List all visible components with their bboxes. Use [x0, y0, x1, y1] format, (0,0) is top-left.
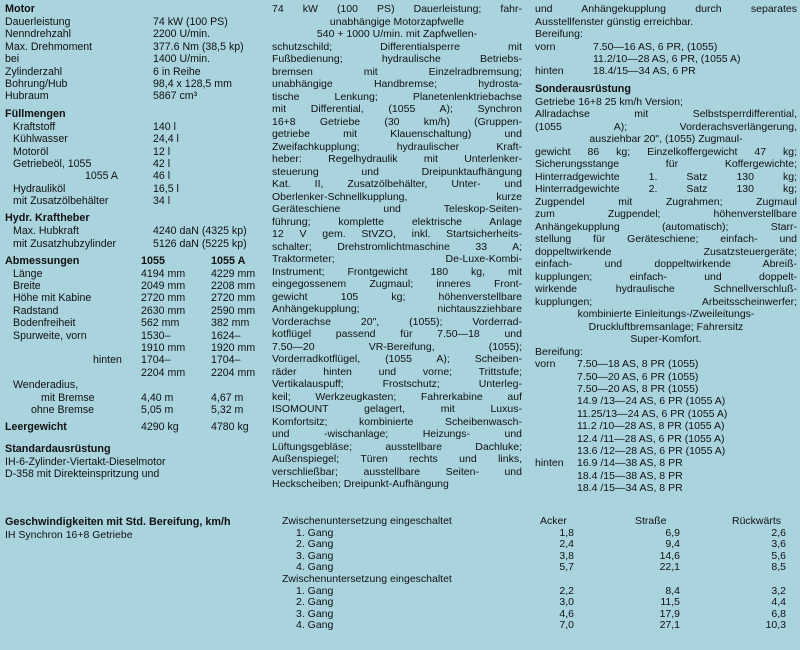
text-line: Instrument; Frontgewicht 180 kg, mit	[272, 265, 522, 278]
abmessungen-heading: Abmessungen	[5, 255, 80, 268]
text-line: Oberlenker-Schnellkupplung, kurze	[272, 190, 522, 203]
text-line: (1055 A); Vorderachsverlängerung,	[535, 120, 797, 133]
sonder-text	[535, 96, 797, 346]
text-line: Vorderachse 20", (1055); Vorderrad-	[272, 315, 522, 328]
text-line: führung; komplette elektrische Anlage	[272, 215, 522, 228]
spec-value: 2200 U/min.	[153, 28, 211, 41]
dimension-1055: 2720 mm	[141, 292, 186, 305]
leergewicht-label: Leergewicht	[5, 421, 67, 434]
text-line: schalter; Drehstromlichtmaschine 33 A;	[272, 240, 522, 253]
sonder-tyres-table	[535, 358, 797, 494]
spec-row	[5, 16, 265, 28]
text-line: unabhängige Handbremse; hydrosta-	[272, 78, 522, 90]
tyre-size: 16.9 /14—38 AS, 8 PR	[577, 457, 683, 470]
spec-row	[5, 66, 265, 78]
spec-value: 6 in Reihe	[153, 65, 201, 78]
dimension-1055a: 2204 mm	[211, 366, 256, 379]
tyre-row	[535, 433, 797, 445]
standard-end-text	[535, 3, 797, 28]
text-line: einfach- und doppeltwirkende Abreiß-	[535, 258, 797, 271]
dimension-1055a: 4,67 m	[211, 391, 244, 404]
gear-label: 1. Gang	[296, 584, 334, 597]
gear-label: 3. Gang	[296, 607, 334, 620]
gear-row	[282, 551, 797, 563]
dimension-label: mit Bremse	[41, 391, 95, 404]
spec-row	[5, 78, 265, 90]
dimension-1055a: 1624–	[211, 329, 241, 342]
spec-label: Hydrauliköl	[13, 182, 66, 195]
leergewicht-1055a: 4780 kg	[211, 421, 249, 434]
spec-label: Kraftstoff	[13, 120, 56, 133]
speed-title-block	[5, 516, 295, 542]
tyre-size: 13.6 /12—28 AS, 6 PR (1055 A)	[577, 444, 726, 457]
gear-label: 1. Gang	[296, 526, 334, 539]
dimension-row	[5, 330, 265, 342]
dimension-1055a: 1920 mm	[211, 341, 256, 354]
fuellmengen-heading: Füllmengen	[5, 107, 66, 120]
speed-header-row	[282, 516, 797, 528]
spec-row	[5, 238, 265, 250]
spec-value: 5126 daN (5225 kp)	[153, 237, 247, 250]
dimension-row	[5, 280, 265, 292]
spec-label: mit Zusatzhubzylinder	[13, 237, 117, 250]
dimension-1055: 2049 mm	[141, 280, 186, 293]
text-line: tische Lenkung; Planetenlenktriebachse	[272, 90, 522, 103]
abmessungen-col-1055a: 1055 A	[211, 255, 246, 268]
dimension-1055: 2204 mm	[141, 366, 186, 379]
tyre-position: hinten	[535, 65, 564, 78]
tyre-row	[535, 41, 797, 53]
spec-value: 140 l	[153, 120, 176, 133]
standard-text	[5, 456, 265, 481]
leergewicht-row	[5, 421, 265, 433]
spec-row	[5, 183, 265, 195]
spec-row	[5, 170, 265, 182]
text-line: gewicht 86 kg; Einzelkoffergewicht 47 kg;	[535, 145, 797, 158]
spec-label: Getriebeöl, 1055	[13, 157, 92, 170]
group1-label: Zwischenuntersetzung eingeschaltet	[282, 515, 452, 527]
speed-strasse: 27,1	[659, 619, 680, 632]
speed-acker: 4,6	[559, 607, 574, 620]
spec-value: 98,4 x 128,5 mm	[153, 77, 232, 90]
speed-table	[282, 516, 797, 632]
text-line: Lüftungsgebläse; ausstellbare Dachluke;	[272, 440, 522, 453]
spec-label: Kühlwasser	[13, 133, 68, 146]
speed-group-2	[282, 586, 797, 632]
speed-rueckwaerts: 2,6	[771, 526, 786, 539]
tyre-row	[535, 371, 797, 383]
bereifung-label: Bereifung:	[535, 28, 583, 40]
spec-value: 46 l	[153, 170, 171, 183]
text-line: Super-Komfort.	[630, 333, 702, 346]
spec-row	[5, 146, 265, 158]
column-middle	[272, 3, 522, 491]
gear-row	[282, 597, 797, 609]
speed-strasse: 9,4	[665, 538, 680, 551]
speed-heading: Geschwindigkeiten mit Std. Bereifung, km/h	[5, 516, 231, 528]
speed-rueckwaerts: 5,6	[771, 549, 786, 562]
gear-label: 4. Gang	[296, 619, 334, 632]
text-line: Anhängekupplung (automatisch); Starr-	[535, 220, 797, 233]
text-line: unabhängige Motorzapfwelle	[329, 15, 465, 28]
spec-row	[5, 41, 265, 53]
text-line: Vorderradkotflügel, (1055 A); Scheiben-	[272, 353, 522, 365]
dimension-row	[5, 342, 265, 354]
gear-label: 3. Gang	[296, 549, 334, 562]
spec-label: Dauerleistung	[5, 16, 71, 28]
spec-value: 12 l	[153, 145, 171, 158]
speed-acker: 2,2	[559, 584, 574, 597]
gear-row	[282, 586, 797, 598]
tyre-row	[535, 65, 797, 77]
tyre-row	[535, 445, 797, 457]
gear-row	[282, 528, 797, 540]
text-line: verschließbar; ausstellbare Seiten- und	[272, 465, 522, 478]
gear-row	[282, 539, 797, 551]
abmessungen-col-1055: 1055	[141, 255, 166, 268]
tyre-row	[535, 470, 797, 482]
tyre-size: 11.25/13—24 AS, 6 PR (1055 A)	[577, 407, 728, 420]
text-line: heber: Regelhydraulik mit Unterlenker-	[272, 153, 522, 165]
dimension-label: hinten	[93, 354, 122, 367]
dimension-1055a: 382 mm	[211, 317, 250, 330]
text-line: 16+8 Getriebe (30 km/h) (Gruppen-	[272, 115, 522, 128]
text-line: bremsen mit Einzelradbremsung;	[272, 65, 522, 78]
standard-continued-text	[272, 3, 522, 491]
speed-acker: 3,8	[559, 549, 574, 562]
tyre-size: 18.4/15—34 AS, 6 PR	[593, 65, 696, 78]
dimension-1055a: 4229 mm	[211, 267, 256, 280]
text-line: schutzschild; Differentialsperre mit	[272, 40, 522, 53]
text-line: Sicherungsstange für Koffergewichte;	[535, 158, 797, 171]
tyre-row	[535, 53, 797, 65]
tyre-size: 18.4 /15—38 AS, 8 PR	[577, 469, 683, 482]
text-line: doppeltwirkende Zusatzsteuergeräte;	[535, 245, 797, 258]
dimension-row	[5, 354, 265, 366]
tyre-size: 11.2/10—28 AS, 6 PR, (1055 A)	[593, 52, 741, 65]
text-line: ausziehbar 20", (1055) Zugmaul-	[589, 133, 743, 146]
spec-row	[5, 121, 265, 133]
text-line: Hinterradgewichte 1. Satz 130 kg;	[535, 170, 797, 183]
spec-row	[5, 195, 265, 207]
dimension-1055: 4,40 m	[141, 391, 174, 404]
tyre-position: vorn	[535, 40, 556, 53]
text-line: kotflügel passend für 7.50—18 und	[272, 328, 522, 340]
dimension-1055: 4194 mm	[141, 267, 186, 280]
standard-tyres-table	[535, 41, 797, 78]
spec-value: 5867 cm³	[153, 90, 198, 103]
dimension-label: Wenderadius,	[13, 379, 79, 392]
text-line: stellung für Geräteschiene; einfach- und	[535, 233, 797, 246]
text-line: IH-6-Zylinder-Viertakt-Dieselmotor	[5, 455, 166, 468]
tyre-row	[535, 358, 797, 370]
column-right	[535, 3, 797, 494]
abmessungen-table	[5, 268, 265, 417]
tyre-row	[535, 408, 797, 420]
text-line: mit Differential, (1055 A); Synchron	[272, 103, 522, 115]
spec-row	[5, 133, 265, 145]
group2-label-row	[282, 574, 797, 586]
text-line: und -wischanlage; Heizungs- und	[272, 428, 522, 440]
dimension-label: Breite	[13, 280, 41, 293]
speed-rueckwaerts: 3,6	[771, 538, 786, 551]
gear-label: 2. Gang	[296, 538, 334, 551]
speed-strasse: 17,9	[659, 607, 680, 620]
text-line: 74 kW (100 PS) Dauerleistung; fahr-	[272, 3, 522, 15]
speed-strasse: 14,6	[659, 549, 680, 562]
spec-row	[5, 28, 265, 40]
text-line: Allradachse mit Selbstsperrdifferential,	[535, 108, 797, 121]
gear-label: 4. Gang	[296, 561, 334, 574]
spec-label: Motoröl	[13, 145, 49, 158]
dimension-label: ohne Bremse	[31, 403, 95, 416]
text-line: Heckscheiben; Dreipunkt-Aufhängung	[272, 478, 449, 490]
text-line: Fußbedienung; hydraulische Betriebs-	[272, 53, 522, 65]
text-line: Traktormeter; De-Luxe-Kombi-	[272, 253, 522, 265]
abmessungen-header-row	[5, 255, 265, 267]
dimension-1055: 1704–	[141, 354, 171, 367]
text-line: 7.50—20 VR-Bereifung, (1055);	[272, 340, 522, 353]
spec-row	[5, 225, 265, 237]
spec-label: Nenndrehzahl	[5, 28, 71, 41]
dimension-1055a: 2208 mm	[211, 280, 256, 293]
dimension-row	[5, 317, 265, 329]
text-line: getriebe mit Klauenschaltung) und	[272, 128, 522, 140]
col-rueckwaerts: Rückwärts	[732, 515, 782, 527]
group2-label: Zwischenuntersetzung eingeschaltet	[282, 572, 452, 585]
dimension-1055a: 1704–	[211, 354, 241, 367]
text-line: 12 V gem. StVZO, inkl. Startsicherheits-	[272, 228, 522, 240]
tyre-row	[535, 482, 797, 494]
text-line: kombinierte Einleitungs-/Zweileitungs-	[577, 308, 755, 321]
tyre-size: 7.50—16 AS, 6 PR, (1055)	[593, 40, 718, 53]
dimension-1055: 5,05 m	[141, 403, 174, 416]
speed-rueckwaerts: 3,2	[771, 584, 786, 597]
sonder-heading: Sonderausrüstung	[535, 82, 631, 95]
text-line: Getriebe 16+8 25 km/h Version;	[535, 95, 683, 108]
text-line: Anhängekupplung; nichtauszziehbare	[272, 303, 522, 315]
text-line: Geräteschiene und Teleskop-Seiten-	[272, 203, 522, 215]
text-line: Vertikalauspuff; Frostschutz; Unterleg-	[272, 378, 522, 390]
dimension-row	[5, 392, 265, 404]
dimension-row	[5, 404, 265, 416]
spec-row	[5, 90, 265, 102]
dimension-label: Bodenfreiheit	[13, 317, 76, 330]
dimension-1055: 2630 mm	[141, 304, 186, 317]
dimension-1055a: 5,32 m	[211, 403, 244, 416]
speed-group-1	[282, 528, 797, 574]
kraftheber-heading: Hydr. Kraftheber	[5, 212, 90, 225]
speed-acker: 1,8	[559, 526, 574, 539]
gear-row	[282, 620, 797, 632]
speed-strasse: 11,5	[660, 596, 680, 609]
text-line: keil; Werkzeugkasten; Fahrerkabine auf	[272, 390, 522, 403]
text-line: räder hinten und vorne; Trittstufe;	[272, 365, 522, 378]
dimension-label: Radstand	[13, 304, 59, 317]
text-line: Zugpendel mit Zugrahmen; Zugmaul	[535, 195, 797, 208]
spec-value: 74 kW (100 PS)	[153, 16, 228, 28]
spec-label: mit Zusatzölbehälter	[13, 195, 109, 208]
spec-value: 34 l	[153, 195, 171, 208]
speed-subheading: IH Synchron 16+8 Getriebe	[5, 529, 133, 541]
tyre-size: 14.9 /13—24 AS, 6 PR (1055 A)	[577, 395, 726, 408]
sonder-bereifung-label: Bereifung:	[535, 345, 583, 358]
spec-value: 377.6 Nm (38,5 kp)	[153, 40, 244, 53]
dimension-1055: 1910 mm	[141, 341, 186, 354]
text-line: Kat. II, Zusatzölbehälter, Unter- und	[272, 178, 522, 190]
spec-label: Hubraum	[5, 90, 49, 103]
spec-row	[5, 158, 265, 170]
dimension-row	[5, 367, 265, 379]
kraftheber-table	[5, 225, 265, 250]
gear-row	[282, 609, 797, 621]
col-strasse: Straße	[635, 515, 667, 527]
dimension-label: Länge	[13, 267, 43, 280]
speed-acker: 2,4	[559, 538, 574, 551]
speed-acker: 5,7	[559, 561, 574, 574]
dimension-row	[5, 379, 265, 391]
dimension-1055a: 2590 mm	[211, 304, 256, 317]
speed-strasse: 22,1	[659, 561, 680, 574]
text-line: Ausstellfenster günstig erreichbar.	[535, 15, 694, 28]
dimension-row	[5, 268, 265, 280]
spec-value: 42 l	[153, 157, 171, 170]
dimension-label: Höhe mit Kabine	[13, 292, 92, 305]
dimension-row	[5, 292, 265, 304]
text-line: gewicht 105 kg; höhenverstellbare	[272, 290, 522, 303]
spec-value: 4240 daN (4325 kp)	[153, 225, 247, 238]
spec-label: Max. Drehmoment	[5, 40, 93, 53]
spec-label: Zylinderzahl	[5, 65, 63, 78]
text-line: ISOMOUNT gelagert, mit Luxus-	[272, 403, 522, 415]
standard-heading: Standardausrüstung	[5, 442, 111, 455]
spec-label: bei	[5, 53, 20, 66]
spec-value: 24,4 l	[153, 133, 179, 146]
col-acker: Acker	[540, 515, 567, 527]
tyre-size: 7.50—18 AS, 8 PR (1055)	[577, 358, 699, 371]
tyre-position: hinten	[535, 457, 564, 470]
spec-value: 16,5 l	[153, 182, 179, 195]
tyre-row	[535, 457, 797, 469]
text-line: kupplungen; einfach- und doppelt-	[535, 270, 797, 283]
speed-rueckwaerts: 4,4	[771, 596, 786, 609]
speed-strasse: 6,9	[665, 526, 680, 539]
tyre-position: vorn	[535, 358, 556, 371]
dimension-1055a: 2720 mm	[211, 292, 256, 305]
text-line: D-358 mit Direkteinspritzung und	[5, 468, 160, 481]
speed-acker: 7,0	[559, 619, 574, 632]
text-line: und Anhängekupplung durch separates	[535, 3, 797, 15]
dimension-1055: 562 mm	[141, 317, 180, 330]
text-line: Außenspiegel; Türen rechts und links,	[272, 453, 522, 465]
motor-heading: Motor	[5, 3, 35, 15]
spec-label: Bohrung/Hub	[5, 77, 68, 90]
tyre-size: 11.2 /10—28 AS, 8 PR (1055 A)	[577, 420, 725, 433]
text-line: wirkende hydraulische Schnellverschluß-	[535, 283, 797, 296]
text-line: zum Zugpendel; höhenverstellbare	[535, 208, 797, 221]
spec-value: 1400 U/min.	[153, 53, 211, 66]
speed-rueckwaerts: 10,3	[765, 619, 786, 632]
speed-acker: 3,0	[559, 596, 574, 609]
text-line: Hinterradgewichte 2. Satz 130 kg;	[535, 183, 797, 196]
tyre-row	[535, 383, 797, 395]
fuellmengen-table	[5, 121, 265, 208]
dimension-1055: 1530–	[141, 329, 171, 342]
spec-label: 1055 A	[85, 170, 118, 183]
tyre-size: 18.4 /15—34 AS, 8 PR	[577, 482, 683, 495]
motor-table	[5, 16, 265, 103]
text-line: Komfortsitz; kombinierte Scheibenwasch-	[272, 415, 522, 428]
text-line: Druckluftbremsanlage; Fahrersitz	[588, 320, 744, 333]
tyre-row	[535, 395, 797, 407]
speed-rueckwaerts: 8,5	[771, 561, 786, 574]
text-line: steuerung und Dreipunktaufhängung	[272, 165, 522, 178]
text-line: eingegossenem Zugmaul; inneres Front-	[272, 278, 522, 290]
text-line: Zweifachkupplung; hydraulischer Kraft-	[272, 140, 522, 153]
dimension-label: Spurweite, vorn	[13, 329, 87, 342]
text-line: kupplungen; Arbeitsscheinwerfer;	[535, 295, 797, 308]
column-left	[5, 3, 265, 481]
spec-label: Max. Hubkraft	[13, 225, 79, 238]
spec-row	[5, 53, 265, 65]
tyre-row	[535, 420, 797, 432]
leergewicht-1055: 4290 kg	[141, 421, 179, 434]
speed-rueckwaerts: 6,8	[771, 607, 786, 620]
tyre-size: 7.50—20 AS, 6 PR (1055)	[577, 370, 699, 383]
text-line: 540 + 1000 U/min. mit Zapfwellen-	[316, 28, 478, 40]
dimension-row	[5, 305, 265, 317]
tyre-size: 12.4 /11—28 AS, 6 PR (1055 A)	[577, 432, 725, 445]
speed-strasse: 8,4	[665, 584, 680, 597]
tyre-size: 7.50—20 AS, 8 PR (1055)	[577, 382, 699, 395]
gear-label: 2. Gang	[296, 596, 334, 609]
